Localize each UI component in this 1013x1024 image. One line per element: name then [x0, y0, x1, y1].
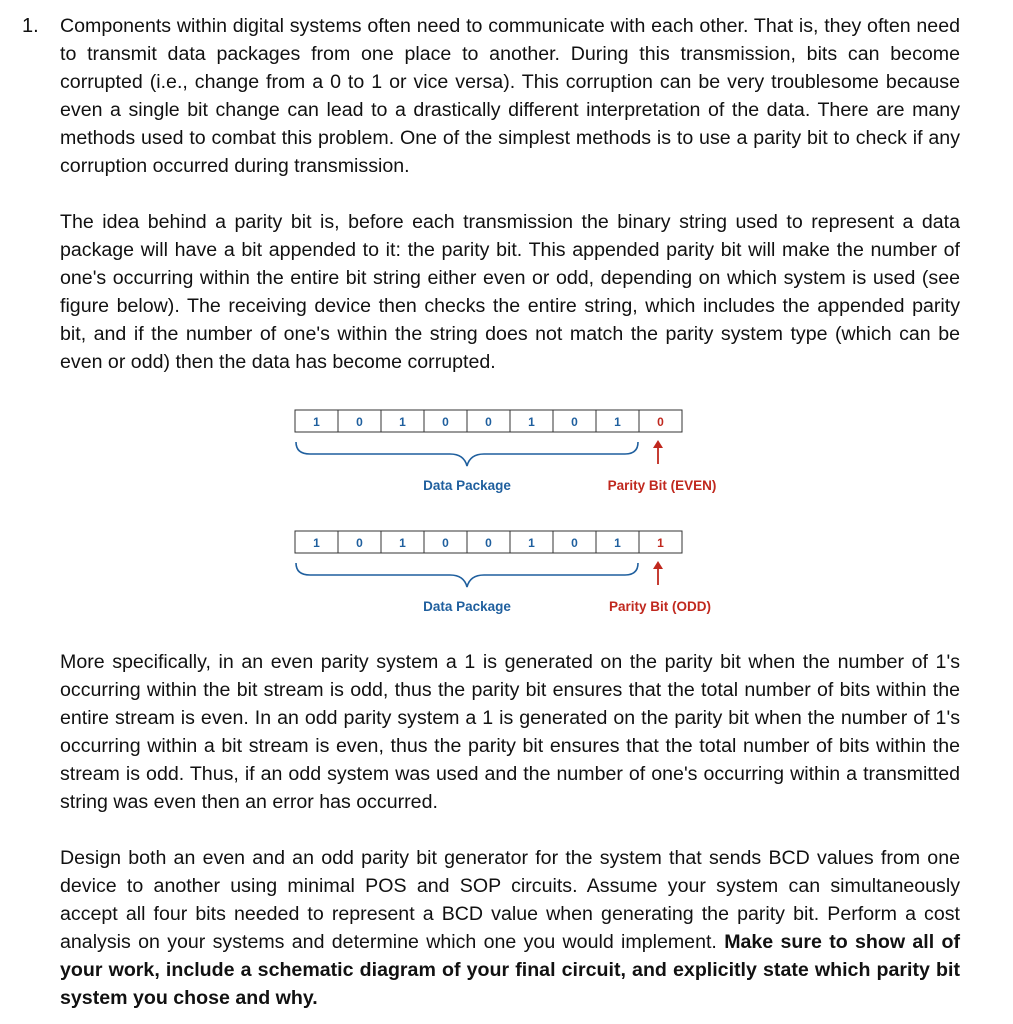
odd-data-bit-cell — [467, 531, 510, 553]
even-data-bit-cell — [295, 410, 338, 432]
odd-parity-arrow — [653, 561, 663, 585]
even-data-bit-cell — [381, 410, 424, 432]
even-data-bit-value: 0 — [571, 415, 578, 429]
even-data-bit-cell — [553, 410, 596, 432]
odd-data-bit-value: 0 — [485, 536, 492, 550]
odd-data-bit-cell — [381, 531, 424, 553]
odd-data-bit-cell — [338, 531, 381, 553]
even-data-brace — [296, 442, 638, 466]
paragraph-parity-idea: The idea behind a parity bit is, before each transmission the binary string used to represent a data package will have a bit appended to it: the parity bit. This appended parity bit will make the number of one's occurring within the entire bit string either even or odd, depending on which system is used (see figure below). The receiving device then checks the entire string, which includes the appended parity bit, and if the number of one's within the string does not match the parity system type (which can be even or odd) then the data has become corrupted. — [60, 211, 960, 373]
odd-parity-bit-value: 1 — [657, 536, 664, 550]
even-parity-label: Parity Bit (EVEN) — [607, 478, 717, 493]
even-data-bit-cell — [338, 410, 381, 432]
even-data-bit-cell — [510, 410, 553, 432]
odd-data-bit-value: 1 — [313, 536, 320, 550]
odd-data-label: Data Package — [423, 599, 511, 614]
odd-data-bit-value: 1 — [528, 536, 535, 550]
even-parity-row — [295, 410, 682, 432]
odd-data-bit-cell — [424, 531, 467, 553]
even-data-bit-cell — [424, 410, 467, 432]
odd-data-bit-value: 0 — [571, 536, 578, 550]
odd-parity-bit-cell — [639, 531, 682, 553]
even-data-label: Data Package — [423, 478, 511, 493]
even-data-bit-value: 1 — [528, 415, 535, 429]
even-data-bit-value: 0 — [485, 415, 492, 429]
even-data-bit-cell — [467, 410, 510, 432]
even-data-bit-cell — [596, 410, 639, 432]
odd-data-bit-value: 1 — [399, 536, 406, 550]
even-data-bit-value: 1 — [313, 415, 320, 429]
even-parity-bit-value: 0 — [657, 415, 664, 429]
odd-data-bit-cell — [553, 531, 596, 553]
odd-data-brace — [296, 563, 638, 587]
parity-bit-figure — [0, 400, 1013, 630]
even-parity-arrow — [653, 440, 663, 464]
question-number: 1. — [22, 15, 39, 37]
odd-data-bit-cell — [510, 531, 553, 553]
even-parity-bit-cell — [639, 410, 682, 432]
odd-data-bit-value: 0 — [356, 536, 363, 550]
odd-parity-row — [295, 531, 682, 553]
even-data-bit-value: 0 — [356, 415, 363, 429]
task-instructions: Design both an even and an odd parity bit generator for the system that sends BCD values from one device to another using minimal POS and SOP circuits. Assume your system can simultaneously accept all four bits needed to represent a BCD value when generating the parity bit. Perform a cost analysis on your systems and determine which one you would implement. — [60, 847, 960, 953]
paragraph-even-odd-explanation: More specifically, in an even parity system a 1 is generated on the parity bit when the number of 1's occurring within the bit stream is odd, thus the parity bit ensures that the total number of bits within the entire stream is even. In an odd parity system a 1 is generated on the parity bit when the number of 1's occurring within a bit stream is even, thus the parity bit ensures that the total number of bits within the stream is odd. Thus, if an odd system was used and the number of one's occurring within a transmitted string was even then an error has occurred. — [60, 651, 960, 813]
odd-data-bit-cell — [596, 531, 639, 553]
paragraph-task — [60, 844, 960, 1012]
odd-parity-label: Parity Bit (ODD) — [608, 599, 712, 614]
paragraph-intro: Components within digital systems often need to communicate with each other. That is, they often need to transmit data packages from one place to another. During this transmission, bits can become corrupted (i.e., change from a 0 to 1 or vice versa). This corruption can be very troublesome because even a single bit change can lead to a drastically different interpretation of the data. There are many methods used to combat this problem. One of the simplest methods is to use a parity bit to check if any corruption occurred during transmission. — [60, 15, 960, 177]
odd-data-bit-value: 1 — [614, 536, 621, 550]
even-data-bit-value: 1 — [614, 415, 621, 429]
odd-data-bit-cell — [295, 531, 338, 553]
task-requirements: Make sure to show all of your work, include a schematic diagram of your final circuit, and explicitly state which parity bit system you chose and why. — [60, 931, 960, 1009]
even-data-bit-value: 1 — [399, 415, 406, 429]
even-data-bit-value: 0 — [442, 415, 449, 429]
odd-data-bit-value: 0 — [442, 536, 449, 550]
